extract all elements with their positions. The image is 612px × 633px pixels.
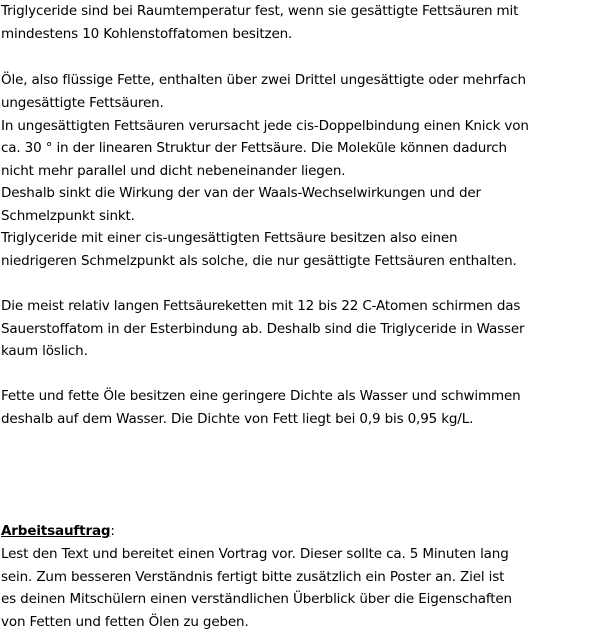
paragraph-4-line-1: Fette und fette Öle besitzen eine geringere Dichte als Wasser und schwimmen <box>1 388 521 404</box>
assignment-line-4: von Fetten und fetten Ölen zu geben. <box>1 614 249 630</box>
assignment-line-1: Lest den Text und bereitet einen Vortrag vor. Dieser sollte ca. 5 Minuten lang <box>1 546 509 562</box>
paragraph-3-line-2: Sauerstoffatom in der Esterbindung ab. Deshalb sind die Triglyceride in Wasser <box>1 321 525 337</box>
paragraph-4-line-2: deshalb auf dem Wasser. Die Dichte von Fett liegt bei 0,9 bis 0,95 kg/L. <box>1 411 474 427</box>
paragraph-1-line-1: Triglyceride sind bei Raumtemperatur fest, wenn sie gesättigte Fettsäuren mit <box>1 3 519 19</box>
paragraph-2-line-7: Schmelzpunkt sinkt. <box>1 208 135 224</box>
assignment-line-2: sein. Zum besseren Verständnis fertigt bitte zusätzlich ein Poster an. Ziel ist <box>1 569 505 585</box>
paragraph-1-line-2: mindestens 10 Kohlenstoffatomen besitzen. <box>1 26 293 42</box>
paragraph-3-line-3: kaum löslich. <box>1 343 88 359</box>
paragraph-2-line-8: Triglyceride mit einer cis-ungesättigten Fettsäure besitzen also einen <box>1 230 458 246</box>
paragraph-2-line-1: Öle, also flüssige Fette, enthalten über zwei Drittel ungesättigte oder mehrfach <box>1 72 526 88</box>
paragraph-2-line-9: niedrigeren Schmelzpunkt als solche, die nur gesättigte Fettsäuren enthalten. <box>1 253 517 269</box>
paragraph-2-line-3: In ungesättigten Fettsäuren verursacht jede cis-Doppelbindung einen Knick von <box>1 118 529 134</box>
paragraph-3-line-1: Die meist relativ langen Fettsäureketten mit 12 bis 22 C-Atomen schirmen das <box>1 298 521 314</box>
paragraph-2-line-5: nicht mehr parallel und dicht nebeneinander liegen. <box>1 163 346 179</box>
assignment-line-3: es deinen Mitschülern einen verständlichen Überblick über die Eigenschaften <box>1 591 512 607</box>
paragraph-2-line-4: ca. 30 ° in der linearen Struktur der Fettsäure. Die Moleküle können dadurch <box>1 140 507 156</box>
assignment-heading-line <box>1 520 115 542</box>
assignment-heading-colon: : <box>110 523 115 539</box>
paragraph-2-line-6: Deshalb sinkt die Wirkung der van der Waals-Wechselwirkungen und der <box>1 185 481 201</box>
assignment-heading: Arbeitsauftrag <box>1 523 111 539</box>
paragraph-2-line-2: ungesättigte Fettsäuren. <box>1 95 164 111</box>
